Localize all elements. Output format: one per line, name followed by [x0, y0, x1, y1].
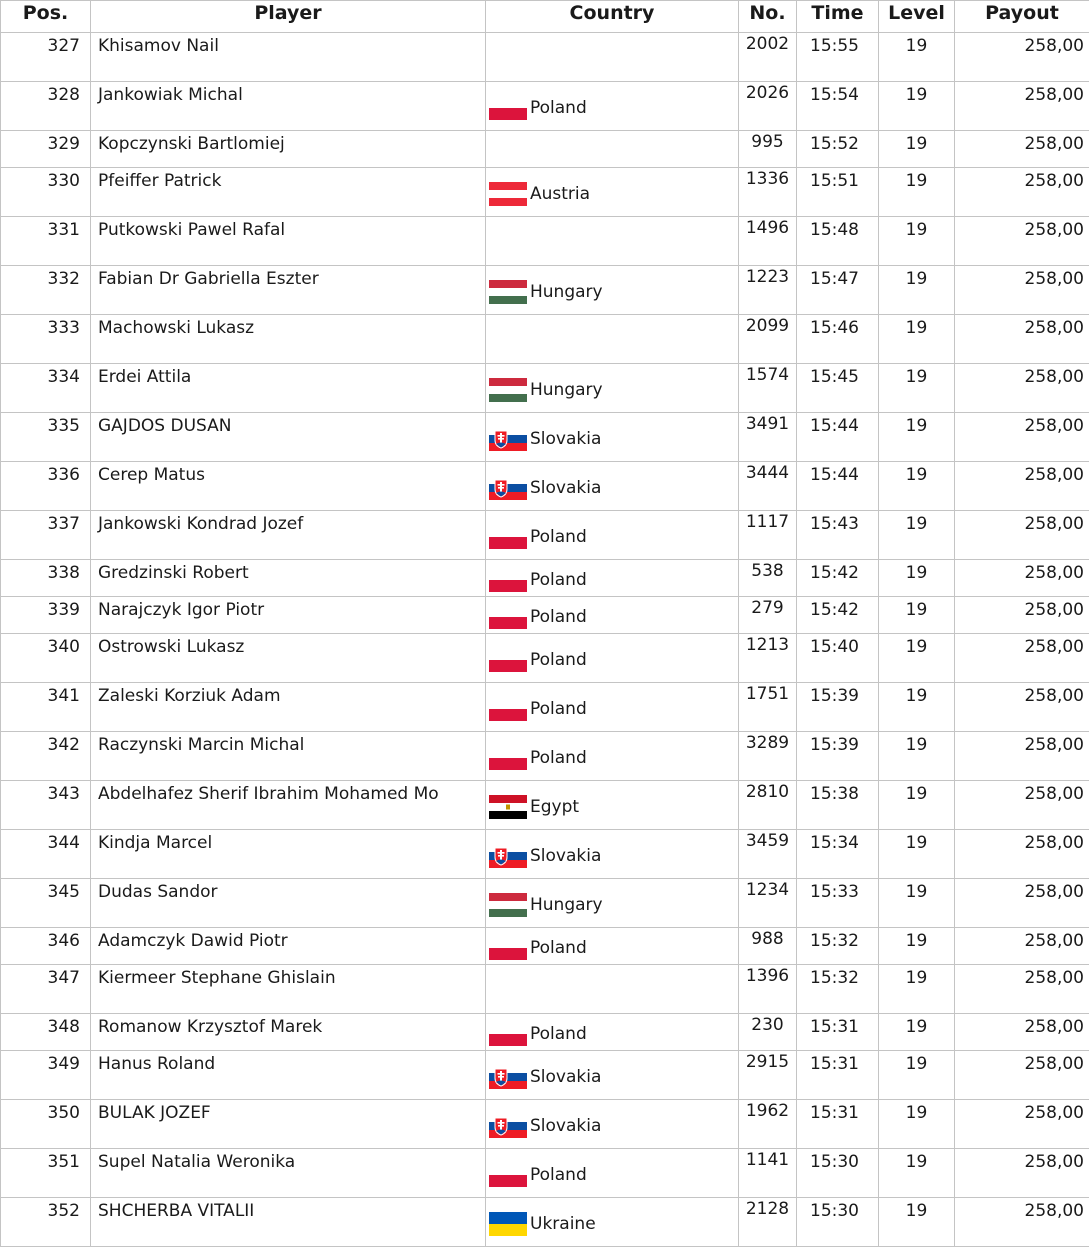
player-cell: Kiermeer Stephane Ghislain — [91, 965, 486, 1014]
player-cell: Gredzinski Robert — [91, 560, 486, 597]
table-row — [1, 634, 1089, 683]
payout-cell: 258,00 — [955, 413, 1089, 462]
country-name: Ukraine — [530, 1213, 596, 1234]
country-name: Austria — [530, 183, 591, 204]
pos-cell: 339 — [1, 597, 91, 634]
header-level: Level — [879, 1, 955, 33]
slovakia-flag-icon — [489, 844, 527, 868]
number-cell: 279 — [739, 597, 797, 634]
table-row — [1, 879, 1089, 928]
hungary-flag-icon — [489, 378, 527, 402]
time-cell: 15:30 — [797, 1198, 879, 1247]
number-cell: 2099 — [739, 315, 797, 364]
player-cell: Jankowiak Michal — [91, 82, 486, 131]
time-cell: 15:51 — [797, 168, 879, 217]
pos-cell: 349 — [1, 1051, 91, 1100]
level-cell: 19 — [879, 1149, 955, 1198]
time-cell: 15:52 — [797, 131, 879, 168]
payout-cell: 258,00 — [955, 1100, 1089, 1149]
payout-cell: 258,00 — [955, 82, 1089, 131]
pos-cell: 338 — [1, 560, 91, 597]
payout-cell: 258,00 — [955, 683, 1089, 732]
table-row — [1, 781, 1089, 830]
payout-cell: 258,00 — [955, 364, 1089, 413]
country-name: Slovakia — [530, 477, 602, 498]
number-cell: 538 — [739, 560, 797, 597]
country-cell — [486, 82, 739, 131]
poland-flag-icon — [489, 525, 527, 549]
pos-cell: 336 — [1, 462, 91, 511]
time-cell: 15:42 — [797, 560, 879, 597]
table-row — [1, 1149, 1089, 1198]
pos-cell: 340 — [1, 634, 91, 683]
country-name: Slovakia — [530, 1066, 602, 1087]
time-cell: 15:33 — [797, 879, 879, 928]
number-cell: 1962 — [739, 1100, 797, 1149]
time-cell: 15:38 — [797, 781, 879, 830]
slovakia-flag-icon — [489, 476, 527, 500]
country-name: Poland — [530, 526, 587, 547]
level-cell: 19 — [879, 683, 955, 732]
number-cell: 1751 — [739, 683, 797, 732]
table-row — [1, 830, 1089, 879]
pos-cell: 344 — [1, 830, 91, 879]
header-time: Time — [797, 1, 879, 33]
country-cell — [486, 928, 739, 965]
level-cell: 19 — [879, 1051, 955, 1100]
table-row — [1, 965, 1089, 1014]
player-cell: Raczynski Marcin Michal — [91, 732, 486, 781]
poland-flag-icon — [489, 605, 527, 629]
country-cell — [486, 830, 739, 879]
payout-cell: 258,00 — [955, 1014, 1089, 1051]
time-cell: 15:54 — [797, 82, 879, 131]
payout-cell: 258,00 — [955, 168, 1089, 217]
time-cell: 15:45 — [797, 364, 879, 413]
player-cell: SHCHERBA VITALII — [91, 1198, 486, 1247]
pos-cell: 343 — [1, 781, 91, 830]
player-cell: Ostrowski Lukasz — [91, 634, 486, 683]
country-name: Poland — [530, 649, 587, 670]
player-cell: Machowski Lukasz — [91, 315, 486, 364]
number-cell: 988 — [739, 928, 797, 965]
payout-cell: 258,00 — [955, 315, 1089, 364]
payout-cell: 258,00 — [955, 781, 1089, 830]
level-cell: 19 — [879, 168, 955, 217]
number-cell: 1396 — [739, 965, 797, 1014]
level-cell: 19 — [879, 1014, 955, 1051]
poland-flag-icon — [489, 936, 527, 960]
table-row — [1, 413, 1089, 462]
country-cell — [486, 1051, 739, 1100]
player-cell: BULAK JOZEF — [91, 1100, 486, 1149]
player-cell: Adamczyk Dawid Piotr — [91, 928, 486, 965]
number-cell: 1223 — [739, 266, 797, 315]
payout-cell: 258,00 — [955, 511, 1089, 560]
level-cell: 19 — [879, 1198, 955, 1247]
time-cell: 15:40 — [797, 634, 879, 683]
time-cell: 15:46 — [797, 315, 879, 364]
number-cell: 3491 — [739, 413, 797, 462]
level-cell: 19 — [879, 732, 955, 781]
country-name: Hungary — [530, 281, 603, 302]
payout-cell: 258,00 — [955, 928, 1089, 965]
player-cell: Dudas Sandor — [91, 879, 486, 928]
payout-cell: 258,00 — [955, 830, 1089, 879]
number-cell: 2002 — [739, 33, 797, 82]
slovakia-flag-icon — [489, 427, 527, 451]
time-cell: 15:47 — [797, 266, 879, 315]
slovakia-flag-icon — [489, 1114, 527, 1138]
country-cell — [486, 168, 739, 217]
country-cell — [486, 732, 739, 781]
player-cell: Jankowski Kondrad Jozef — [91, 511, 486, 560]
table-row — [1, 82, 1089, 131]
poland-flag-icon — [489, 1022, 527, 1046]
number-cell: 1117 — [739, 511, 797, 560]
slovakia-flag-icon — [489, 1065, 527, 1089]
level-cell: 19 — [879, 266, 955, 315]
player-cell: Abdelhafez Sherif Ibrahim Mohamed Mo — [91, 781, 486, 830]
number-cell: 2026 — [739, 82, 797, 131]
country-cell — [486, 560, 739, 597]
hungary-flag-icon — [489, 280, 527, 304]
country-cell — [486, 965, 739, 1014]
header-no: No. — [739, 1, 797, 33]
pos-cell: 342 — [1, 732, 91, 781]
payout-cell: 258,00 — [955, 217, 1089, 266]
payout-cell: 258,00 — [955, 462, 1089, 511]
payout-cell: 258,00 — [955, 1198, 1089, 1247]
table-row — [1, 217, 1089, 266]
payout-cell: 258,00 — [955, 597, 1089, 634]
table-row — [1, 1014, 1089, 1051]
time-cell: 15:32 — [797, 965, 879, 1014]
country-name: Slovakia — [530, 845, 602, 866]
number-cell: 1574 — [739, 364, 797, 413]
table-row — [1, 266, 1089, 315]
player-cell: Kopczynski Bartlomiej — [91, 131, 486, 168]
table-row — [1, 560, 1089, 597]
level-cell: 19 — [879, 315, 955, 364]
country-cell — [486, 683, 739, 732]
header-row — [1, 1, 1089, 33]
country-name: Poland — [530, 1164, 587, 1185]
pos-cell: 348 — [1, 1014, 91, 1051]
time-cell: 15:43 — [797, 511, 879, 560]
header-player: Player — [91, 1, 486, 33]
country-cell — [486, 131, 739, 168]
player-cell: Romanow Krzysztof Marek — [91, 1014, 486, 1051]
player-cell: GAJDOS DUSAN — [91, 413, 486, 462]
table-row — [1, 131, 1089, 168]
country-cell — [486, 1149, 739, 1198]
level-cell: 19 — [879, 928, 955, 965]
country-cell — [486, 462, 739, 511]
country-cell — [486, 1100, 739, 1149]
payout-cell: 258,00 — [955, 33, 1089, 82]
level-cell: 19 — [879, 131, 955, 168]
player-cell: Erdei Attila — [91, 364, 486, 413]
ukraine-flag-icon — [489, 1212, 527, 1236]
egypt-flag-icon — [489, 795, 527, 819]
player-cell: Pfeiffer Patrick — [91, 168, 486, 217]
pos-cell: 352 — [1, 1198, 91, 1247]
pos-cell: 335 — [1, 413, 91, 462]
country-name: Poland — [530, 937, 587, 958]
player-cell: Fabian Dr Gabriella Eszter — [91, 266, 486, 315]
pos-cell: 328 — [1, 82, 91, 131]
level-cell: 19 — [879, 965, 955, 1014]
number-cell: 2915 — [739, 1051, 797, 1100]
pos-cell: 350 — [1, 1100, 91, 1149]
payout-cell: 258,00 — [955, 131, 1089, 168]
time-cell: 15:39 — [797, 732, 879, 781]
pos-cell: 334 — [1, 364, 91, 413]
country-name: Poland — [530, 747, 587, 768]
time-cell: 15:39 — [797, 683, 879, 732]
time-cell: 15:44 — [797, 462, 879, 511]
country-name: Poland — [530, 97, 587, 118]
country-name: Poland — [530, 569, 587, 590]
time-cell: 15:31 — [797, 1014, 879, 1051]
table-row — [1, 928, 1089, 965]
number-cell: 1234 — [739, 879, 797, 928]
table-row — [1, 511, 1089, 560]
number-cell: 995 — [739, 131, 797, 168]
level-cell: 19 — [879, 511, 955, 560]
player-cell: Zaleski Korziuk Adam — [91, 683, 486, 732]
payout-cell: 258,00 — [955, 560, 1089, 597]
pos-cell: 341 — [1, 683, 91, 732]
poland-flag-icon — [489, 568, 527, 592]
level-cell: 19 — [879, 830, 955, 879]
pos-cell: 346 — [1, 928, 91, 965]
country-name: Slovakia — [530, 428, 602, 449]
level-cell: 19 — [879, 879, 955, 928]
time-cell: 15:31 — [797, 1100, 879, 1149]
pos-cell: 330 — [1, 168, 91, 217]
player-cell: Narajczyk Igor Piotr — [91, 597, 486, 634]
time-cell: 15:42 — [797, 597, 879, 634]
payout-cell: 258,00 — [955, 1051, 1089, 1100]
table-row — [1, 597, 1089, 634]
player-cell: Putkowski Pawel Rafal — [91, 217, 486, 266]
number-cell: 3289 — [739, 732, 797, 781]
table-row — [1, 168, 1089, 217]
player-cell: Kindja Marcel — [91, 830, 486, 879]
pos-cell: 337 — [1, 511, 91, 560]
country-cell — [486, 511, 739, 560]
time-cell: 15:55 — [797, 33, 879, 82]
table-row — [1, 364, 1089, 413]
country-name: Egypt — [530, 796, 580, 817]
number-cell: 1496 — [739, 217, 797, 266]
level-cell: 19 — [879, 217, 955, 266]
table-row — [1, 33, 1089, 82]
pos-cell: 331 — [1, 217, 91, 266]
poland-flag-icon — [489, 96, 527, 120]
country-name: Hungary — [530, 379, 603, 400]
pos-cell: 333 — [1, 315, 91, 364]
number-cell: 1141 — [739, 1149, 797, 1198]
header-pos: Pos. — [1, 1, 91, 33]
number-cell: 2810 — [739, 781, 797, 830]
hungary-flag-icon — [489, 893, 527, 917]
country-cell — [486, 266, 739, 315]
level-cell: 19 — [879, 781, 955, 830]
time-cell: 15:48 — [797, 217, 879, 266]
pos-cell: 345 — [1, 879, 91, 928]
time-cell: 15:31 — [797, 1051, 879, 1100]
table-row — [1, 1100, 1089, 1149]
country-cell — [486, 781, 739, 830]
number-cell: 3444 — [739, 462, 797, 511]
level-cell: 19 — [879, 634, 955, 683]
level-cell: 19 — [879, 560, 955, 597]
poland-flag-icon — [489, 1163, 527, 1187]
poland-flag-icon — [489, 697, 527, 721]
player-cell: Supel Natalia Weronika — [91, 1149, 486, 1198]
payout-cell: 258,00 — [955, 266, 1089, 315]
table-row — [1, 315, 1089, 364]
country-name: Slovakia — [530, 1115, 602, 1136]
player-cell: Khisamov Nail — [91, 33, 486, 82]
country-cell — [486, 364, 739, 413]
number-cell: 3459 — [739, 830, 797, 879]
number-cell: 1336 — [739, 168, 797, 217]
country-name: Poland — [530, 606, 587, 627]
country-name: Poland — [530, 1023, 587, 1044]
level-cell: 19 — [879, 413, 955, 462]
table-row — [1, 732, 1089, 781]
number-cell: 1213 — [739, 634, 797, 683]
country-cell — [486, 33, 739, 82]
number-cell: 230 — [739, 1014, 797, 1051]
pos-cell: 327 — [1, 33, 91, 82]
time-cell: 15:34 — [797, 830, 879, 879]
level-cell: 19 — [879, 82, 955, 131]
poland-flag-icon — [489, 648, 527, 672]
table-row — [1, 683, 1089, 732]
pos-cell: 347 — [1, 965, 91, 1014]
table-row — [1, 1198, 1089, 1247]
player-cell: Hanus Roland — [91, 1051, 486, 1100]
player-cell: Cerep Matus — [91, 462, 486, 511]
header-country: Country — [486, 1, 739, 33]
country-cell — [486, 634, 739, 683]
country-cell — [486, 315, 739, 364]
level-cell: 19 — [879, 364, 955, 413]
payout-cell: 258,00 — [955, 732, 1089, 781]
poland-flag-icon — [489, 746, 527, 770]
country-name: Hungary — [530, 894, 603, 915]
level-cell: 19 — [879, 597, 955, 634]
country-cell — [486, 597, 739, 634]
country-cell — [486, 413, 739, 462]
number-cell: 2128 — [739, 1198, 797, 1247]
pos-cell: 332 — [1, 266, 91, 315]
header-payout: Payout — [955, 1, 1089, 33]
country-cell — [486, 1198, 739, 1247]
country-cell — [486, 879, 739, 928]
austria-flag-icon — [489, 182, 527, 206]
payout-cell: 258,00 — [955, 1149, 1089, 1198]
payout-cell: 258,00 — [955, 879, 1089, 928]
payout-cell: 258,00 — [955, 965, 1089, 1014]
country-cell — [486, 1014, 739, 1051]
pos-cell: 351 — [1, 1149, 91, 1198]
payout-cell: 258,00 — [955, 634, 1089, 683]
time-cell: 15:44 — [797, 413, 879, 462]
level-cell: 19 — [879, 462, 955, 511]
table-row — [1, 462, 1089, 511]
time-cell: 15:30 — [797, 1149, 879, 1198]
country-name: Poland — [530, 698, 587, 719]
country-cell — [486, 217, 739, 266]
table-row — [1, 1051, 1089, 1100]
level-cell: 19 — [879, 1100, 955, 1149]
time-cell: 15:32 — [797, 928, 879, 965]
level-cell: 19 — [879, 33, 955, 82]
pos-cell: 329 — [1, 131, 91, 168]
